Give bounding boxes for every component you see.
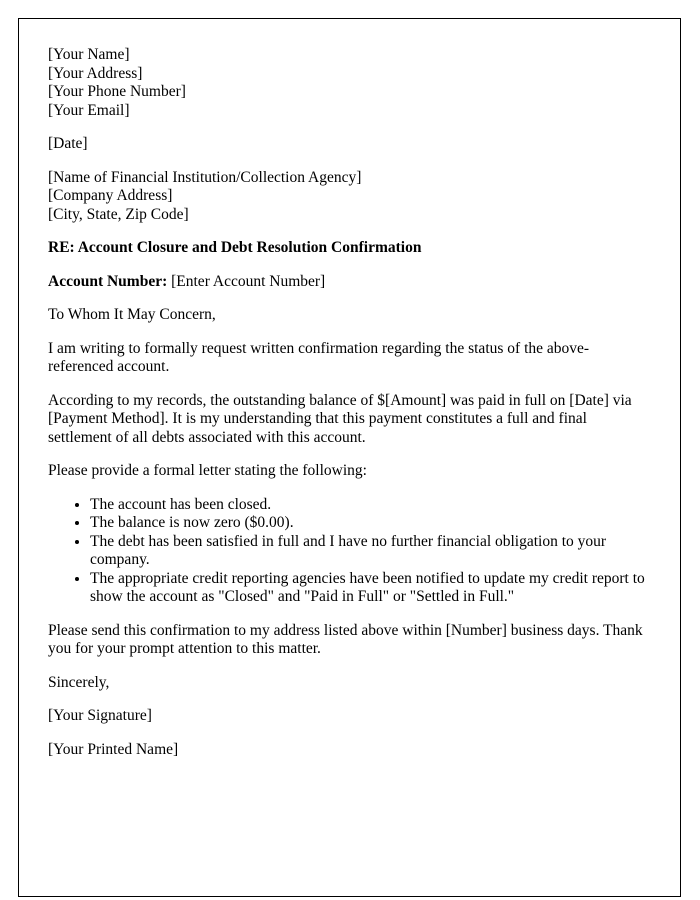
paragraph-provide: Please provide a formal letter stating the following:: [48, 462, 367, 479]
paragraph-records: According to my records, the outstanding balance of $[Amount] was paid in full on [Date] via [Payment Method]. It is my understanding that this payment constitutes a full and final settlement of all debts associated with this account.: [48, 391, 632, 446]
sender-address-line: [Your Address]: [48, 64, 143, 82]
salutation-line: To Whom It May Concern,: [48, 306, 216, 323]
printed-name-line: [Your Printed Name]: [48, 740, 179, 758]
date-line: [Date]: [48, 135, 88, 152]
bullet-item: • The debt has been satisfied in full and I have no further financial obligation to your company.: [90, 533, 650, 570]
recipient-address-line: [Company Address]: [48, 187, 173, 204]
sender-block: [48, 46, 650, 120]
sender-phone-line: [Your Phone Number]: [48, 83, 186, 100]
paragraph-send: Please send this confirmation to my address listed above within [Number] business days. Thank you for your prompt attention to this matter.: [48, 621, 643, 657]
paragraph-request: I am writing to formally request written confirmation regarding the status of the above-referenced account.: [48, 339, 590, 375]
bullet-item: • The balance is now zero ($0.00).: [90, 514, 650, 533]
bullet-list: [48, 496, 650, 607]
recipient-block: [48, 169, 650, 225]
letter-page: [18, 18, 681, 897]
sender-email-line: [Your Email]: [48, 101, 130, 119]
recipient-name-line: [Name of Financial Institution/Collection Agency]: [48, 168, 362, 186]
bullet-item: • The appropriate credit reporting agencies have been notified to update my credit report to show the account as "Closed" and "Paid in Full" or "Settled in Full.": [90, 570, 650, 607]
account-number-line: [48, 273, 650, 292]
signature-line: [Your Signature]: [48, 707, 152, 724]
account-number-label: Account Number:: [48, 272, 168, 290]
sender-name-line: [Your Name]: [48, 46, 130, 63]
account-number-value: [Enter Account Number]: [167, 272, 326, 290]
bullet-item: • The account has been closed.: [90, 496, 650, 515]
closing-line: Sincerely,: [48, 673, 110, 691]
recipient-city-line: [City, State, Zip Code]: [48, 205, 189, 223]
subject-line: RE: Account Closure and Debt Resolution Confirmation: [48, 239, 422, 256]
